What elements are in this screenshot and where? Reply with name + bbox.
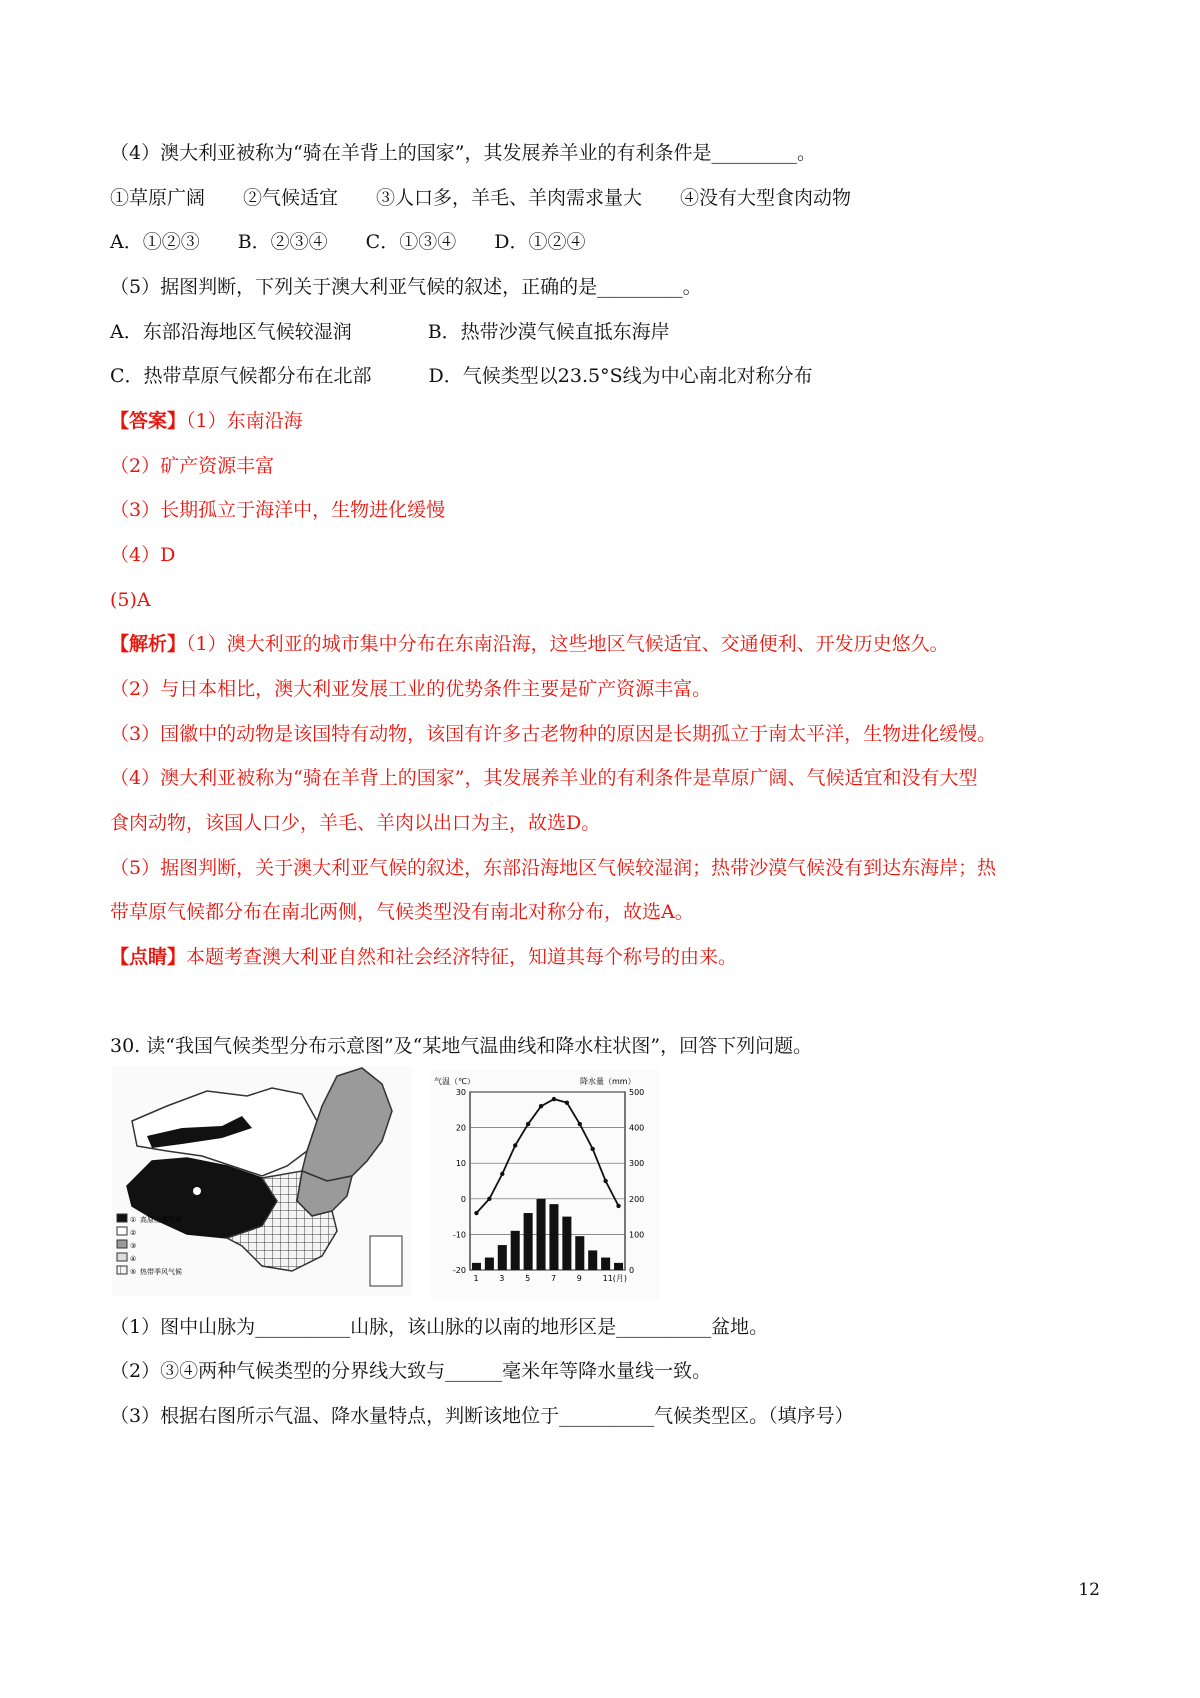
chart-temperature-point	[565, 1100, 569, 1104]
q30-sub3: （3）根据右图所示气温、降水量特点，判断该地位于__________气候类型区。（填序号）	[110, 1405, 854, 1427]
tip-line	[110, 943, 737, 971]
chart-left-tick-label: 10	[455, 1159, 466, 1169]
chart-left-tick-label: 30	[455, 1088, 466, 1097]
chart-temperature-point	[474, 1211, 478, 1215]
q29-part5-option-cd: C．热带草原气候都分布在北部 D．气候类型以23.5°S线为中心南北对称分布	[110, 365, 813, 387]
legend-swatch-5	[117, 1266, 127, 1274]
analysis-4a: （4）澳大利亚被称为“骑在羊背上的国家”，其发展养羊业的有利条件是草原广阔、气候适宜和没有大型	[110, 767, 978, 789]
analysis-line-1	[110, 630, 949, 658]
chart-right-tick-label: 0	[629, 1266, 635, 1275]
q29-part5-option-ab: A．东部沿海地区气候较湿润 B．热带沙漠气候直抵东海岸	[110, 321, 670, 343]
chart-precipitation-bar	[588, 1250, 597, 1270]
chart-left-tick-label: -20	[452, 1266, 466, 1275]
chart-temperature-point	[487, 1197, 491, 1201]
legend-label-5: 热带季风气候	[140, 1268, 182, 1276]
answer-2: （2）矿产资源丰富	[110, 455, 275, 477]
legend-swatch-4	[117, 1253, 127, 1261]
chart-right-tick-label: 100	[629, 1230, 645, 1240]
chart-left-axis-label: 气温（℃）	[434, 1077, 475, 1086]
chart-left-tick-label: 0	[460, 1194, 466, 1204]
legend-num-4: ④	[130, 1255, 137, 1263]
answer-5: (5)A	[110, 589, 151, 611]
chart-x-tick-label: 9	[576, 1274, 582, 1283]
legend-num-1: ①	[130, 1216, 137, 1224]
chart-precipitation-bar	[601, 1258, 610, 1270]
answer-4: （4）D	[110, 544, 176, 566]
q30-sub2: （2）③④两种气候类型的分界线大致与______毫米年等降水量线一致。	[110, 1360, 712, 1382]
q29-part4-conditions: ①草原广阔 ②气候适宜 ③人口多，羊毛、羊肉需求量大 ④没有大型食肉动物	[110, 187, 852, 209]
chart-temperature-point	[616, 1204, 620, 1208]
chart-x-tick-label: 3	[499, 1274, 505, 1283]
chart-precipitation-bar	[537, 1199, 546, 1270]
map-location-dot	[193, 1187, 201, 1195]
answer-3: （3）长期孤立于海洋中，生物进化缓慢	[110, 499, 446, 521]
legend-num-2: ②	[130, 1229, 137, 1237]
analysis-5a: （5）据图判断，关于澳大利亚气候的叙述，东部沿海地区气候较湿润；热带沙漠气候没有到达东海岸；热	[110, 857, 997, 879]
analysis-3: （3）国徽中的动物是该国特有动物，该国有许多古老物种的原因是长期孤立于南太平洋，生物进化缓慢。	[110, 723, 997, 745]
china-climate-map	[112, 1066, 412, 1296]
q30-stem: 30. 读“我国气候类型分布示意图”及“某地气温曲线和降水柱状图”，回答下列问题。	[110, 1035, 813, 1057]
analysis-4b: 食肉动物，该国人口少，羊毛、羊肉以出口为主，故选D。	[110, 812, 601, 834]
analysis-2: （2）与日本相比，澳大利亚发展工业的优势条件主要是矿产资源丰富。	[110, 678, 712, 700]
legend-num-3: ③	[130, 1242, 137, 1250]
map-inset-box	[370, 1236, 402, 1286]
chart-precipitation-bar	[485, 1258, 494, 1270]
chart-precipitation-bar	[498, 1245, 507, 1270]
chart-x-tick-label: 7	[550, 1274, 557, 1283]
chart-temperature-point	[526, 1122, 530, 1126]
legend-num-5: ⑤	[130, 1268, 137, 1276]
chart-precipitation-bar	[562, 1217, 571, 1270]
tip-tag: 【点睛】	[110, 946, 187, 968]
analysis-1: （1）澳大利亚的城市集中分布在东南沿海，这些地区气候适宜、交通便利、开发历史悠久。	[186, 633, 949, 655]
chart-temperature-point	[591, 1147, 595, 1151]
chart-right-axis-label: 降水量（mm）	[580, 1077, 636, 1086]
q29-part4-options: A．①②③ B．②③④ C．①③④ D．①②④	[110, 231, 586, 253]
legend-label-1: 高原山地气候	[140, 1216, 182, 1224]
q30-sub1: （1）图中山脉为__________山脉，该山脉的以南的地形区是__________盆地。	[110, 1316, 769, 1338]
chart-precipitation-bar	[614, 1263, 623, 1270]
legend-swatch-2	[117, 1227, 127, 1235]
chart-precipitation-bar	[511, 1231, 520, 1270]
answer-1: （1）东南沿海	[186, 410, 303, 432]
chart-temperature-point	[552, 1097, 556, 1101]
chart-temperature-point	[578, 1122, 582, 1126]
answer-tag: 【答案】	[110, 410, 187, 432]
chart-precipitation-bar	[549, 1204, 558, 1270]
answer-line-1	[110, 407, 303, 435]
q29-part5-stem: （5）据图判断，下列关于澳大利亚气候的叙述，正确的是_________。	[110, 276, 702, 298]
chart-x-tick-label: 11(月)	[602, 1274, 628, 1283]
chart-right-tick-label: 200	[629, 1194, 645, 1204]
chart-left-tick-label: -10	[452, 1230, 466, 1240]
legend-swatch-1	[117, 1214, 127, 1222]
chart-temperature-point	[513, 1143, 517, 1147]
chart-right-tick-label: 400	[629, 1123, 645, 1133]
chart-left-tick-label: 20	[455, 1123, 466, 1133]
chart-x-tick-label: 1	[473, 1274, 479, 1283]
chart-temperature-point	[603, 1179, 607, 1183]
chart-precipitation-bar	[575, 1236, 584, 1270]
chart-temperature-point	[539, 1104, 543, 1108]
chart-precipitation-bar	[524, 1213, 533, 1270]
chart-precipitation-bar	[472, 1263, 481, 1270]
analysis-tag: 【解析】	[110, 633, 187, 655]
chart-right-tick-label: 500	[629, 1088, 645, 1097]
climate-chart	[430, 1070, 660, 1300]
q29-part4-stem: （4）澳大利亚被称为“骑在羊背上的国家”，其发展养羊业的有利条件是_________。	[110, 142, 817, 164]
tip-text: 本题考查澳大利亚自然和社会经济特征，知道其每个称号的由来。	[186, 946, 738, 968]
chart-x-tick-label: 5	[525, 1274, 531, 1283]
analysis-5b: 带草原气候都分布在南北两侧，气候类型没有南北对称分布，故选A。	[110, 901, 694, 923]
chart-temperature-point	[500, 1172, 504, 1176]
chart-right-tick-label: 300	[629, 1159, 645, 1169]
legend-swatch-3	[117, 1240, 127, 1248]
page-number: 12	[1078, 1580, 1100, 1600]
